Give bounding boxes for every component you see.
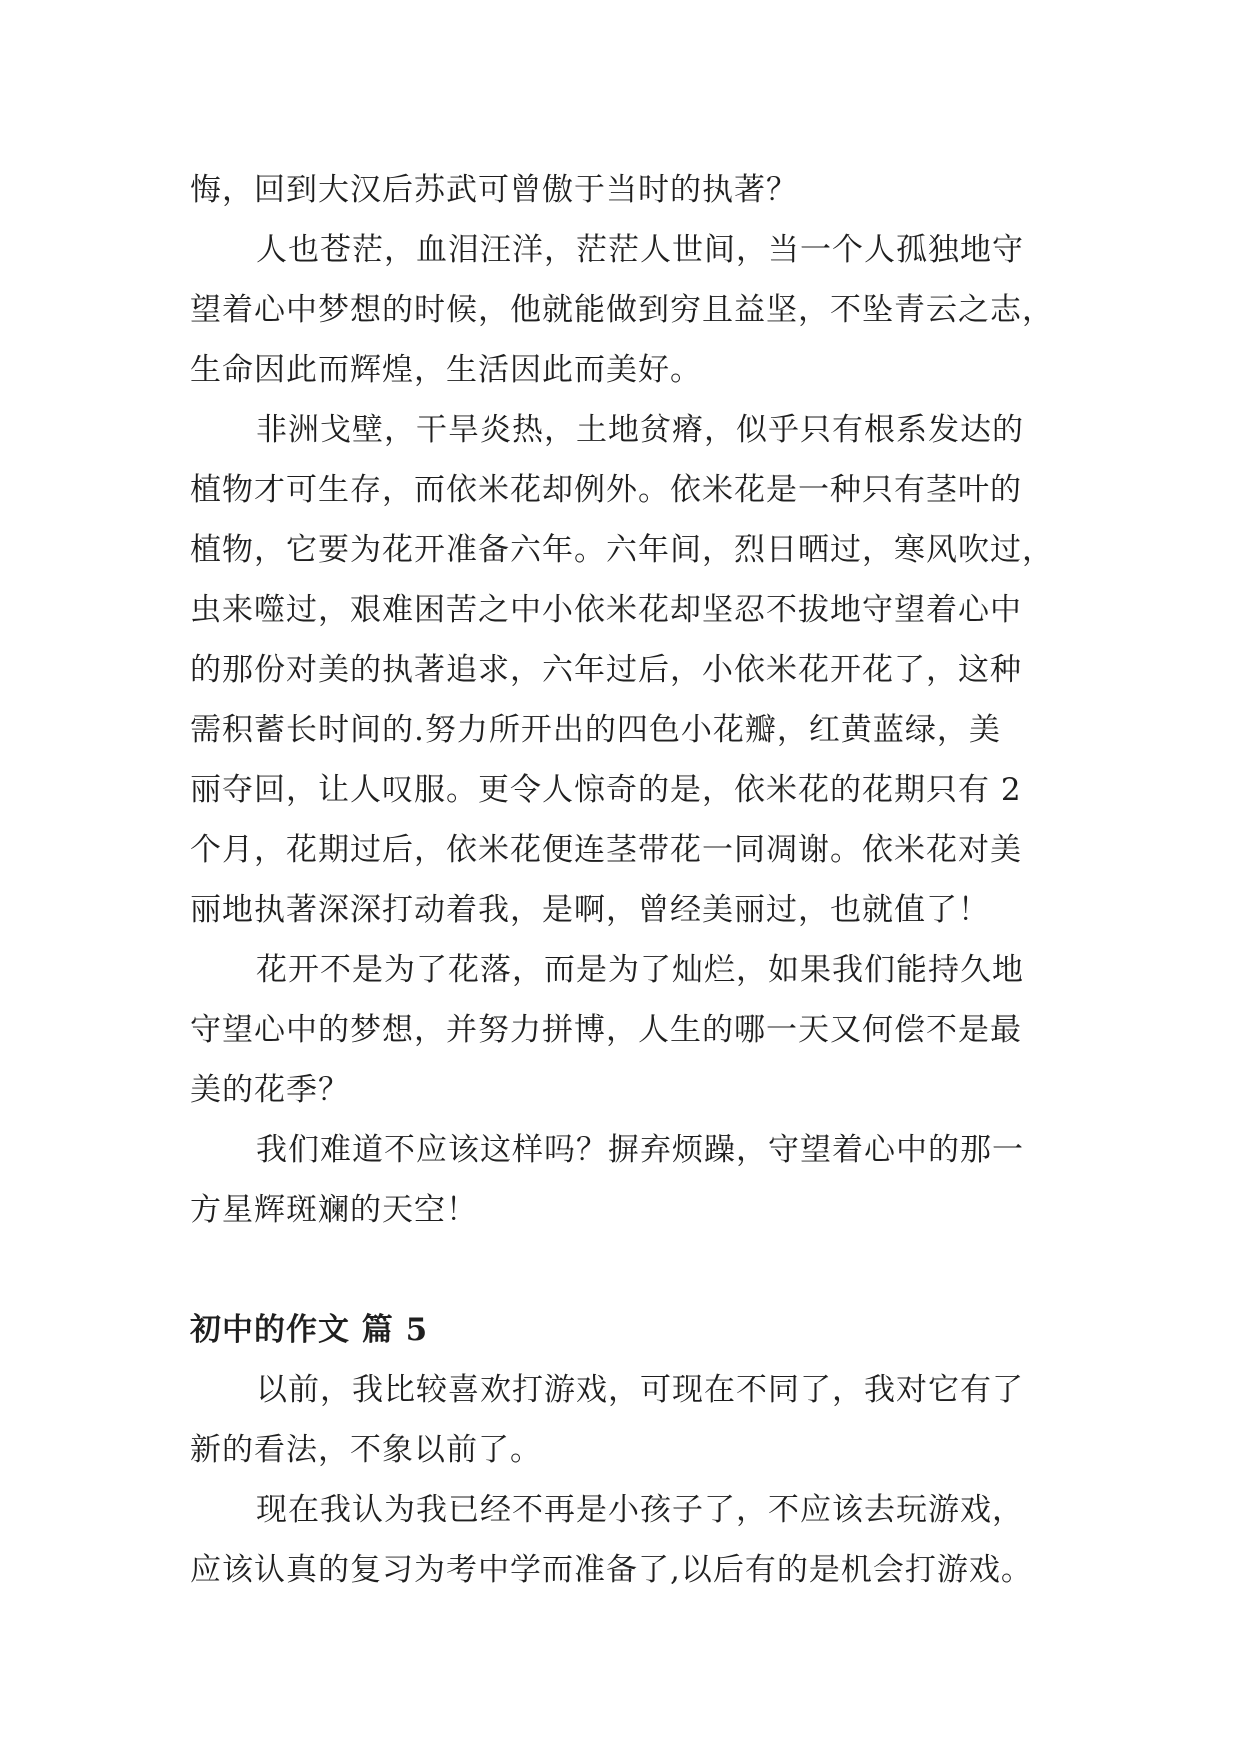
paragraph-line: 的那份对美的执著追求，六年过后，小依米花开花了，这种 (190, 652, 1022, 688)
paragraph-4 (190, 940, 1050, 1120)
paragraph-line: 望着心中梦想的时候，他就能做到穷且益坚，不坠青云之志， (190, 292, 1054, 328)
document-body (190, 160, 1054, 1600)
paragraph-line: 植物才可生存，而依米花却例外。依米花是一种只有茎叶的 (190, 472, 1022, 508)
paragraph-7 (190, 1480, 1050, 1600)
paragraph-line: 应该认真的复习为考中学而准备了,以后有的是机会打游戏。 (190, 1552, 1033, 1588)
paragraph-line: 虫来噬过，艰难困苦之中小依米花却坚忍不拔地守望着心中 (190, 592, 1022, 628)
paragraph-3 (190, 400, 1054, 940)
paragraph-line: 我们难道不应该这样吗？摒弃烦躁，守望着心中的那一 (256, 1132, 1024, 1168)
paragraph-line: 人也苍茫，血泪汪洋，茫茫人世间，当一个人孤独地守 (256, 232, 1024, 268)
paragraph-5 (190, 1120, 1050, 1240)
paragraph-line: 方星辉斑斓的天空！ (190, 1192, 478, 1228)
paragraph-line: 悔，回到大汉后苏武可曾傲于当时的执著？ (190, 172, 798, 208)
paragraph-1 (190, 160, 1050, 220)
paragraph-line: 需积蓄长时间的.努力所开出的四色小花瓣，红黄蓝绿，美 (190, 712, 1001, 748)
paragraph-line: 美的花季？ (190, 1072, 350, 1108)
paragraph-line: 植物，它要为花开准备六年。六年间，烈日晒过，寒风吹过， (190, 532, 1054, 568)
paragraph-line: 个月，花期过后，依米花便连茎带花一同凋谢。依米花对美 (190, 832, 1022, 868)
section-title: 初中的作文 篇 5 (190, 1312, 429, 1348)
paragraph-2 (190, 220, 1054, 400)
paragraph-line: 丽地执著深深打动着我，是啊，曾经美丽过，也就值了！ (190, 892, 990, 928)
paragraph-line: 守望心中的梦想，并努力拼博，人生的哪一天又何偿不是最 (190, 1012, 1022, 1048)
paragraph-line: 新的看法，不象以前了。 (190, 1432, 542, 1468)
paragraph-line: 非洲戈壁，干旱炎热，土地贫瘠，似乎只有根系发达的 (256, 412, 1024, 448)
paragraph-line: 现在我认为我已经不再是小孩子了，不应该去玩游戏， (256, 1492, 1024, 1528)
paragraph-line: 丽夺回，让人叹服。更令人惊奇的是，依米花的花期只有 2 (190, 772, 1022, 808)
paragraph-line: 花开不是为了花落，而是为了灿烂，如果我们能持久地 (256, 952, 1024, 988)
paragraph-line: 生命因此而辉煌，生活因此而美好。 (190, 352, 702, 388)
paragraph-line: 以前，我比较喜欢打游戏，可现在不同了，我对它有了 (256, 1372, 1024, 1408)
paragraph-6 (190, 1360, 1050, 1480)
